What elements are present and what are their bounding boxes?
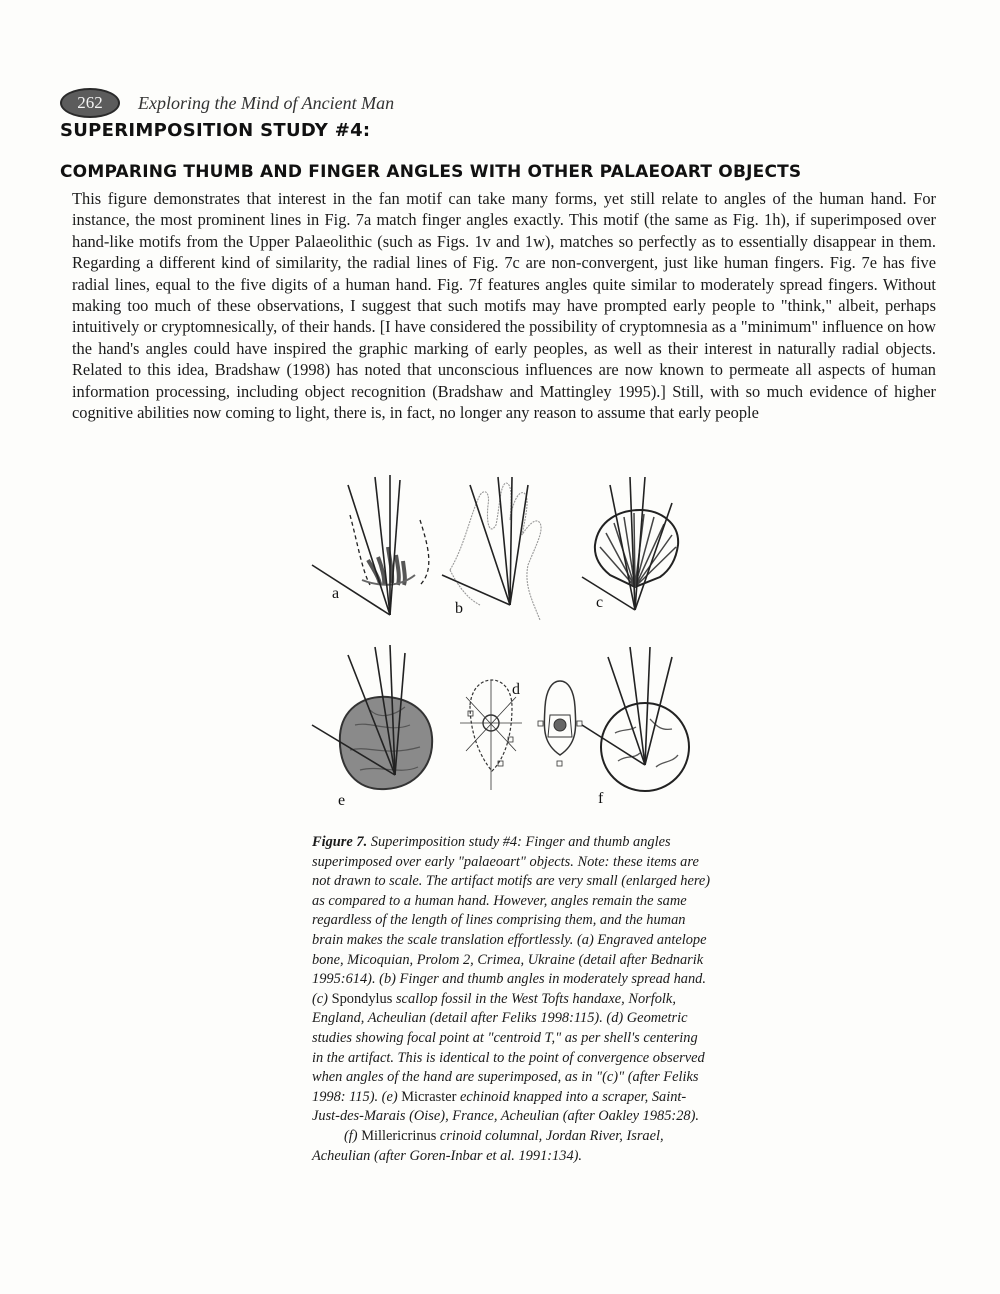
panel-c-scallop xyxy=(582,477,678,611)
caption-micraster: Micraster xyxy=(401,1088,457,1105)
body-paragraph: This figure demonstrates that interest in the fan motif can take many forms, yet still relate to angles of the human hand. For instance, the most prominent lines in Fig. 7a match finger angles exactly. This motif (the same as Fig. 1h), if superimposed over hand-like motifs from the Upper Palaeolithic (such as Figs. 1v and 1w), matches so perfectly as to essentially disappear in them. Regarding a different kind of similarity, the radial lines of Fig. 7c are non-convergent, just like human fingers. Fig. 7e has five radial lines, equal to the five digits of a human hand. Fig. 7f features angles quite similar to moderately spread fingers. Without making too much of these observations, I suggest that such motifs may have prompted early people to "think," albeit, perhaps intuitively or cryptomnesically, of their hands. [I have considered the possibility of cryptomnesia as a "minimum" influence on how the hand's angles could have inspired the graphic marking of early peoples, as well as their interest in naturally radial objects. Related to this idea, Bradshaw (1998) has noted that unconscious influences are now known to permeate all aspects of human information processing, including object recognition (Bradshaw and Mattingley 1995).] Still, with so much evidence of higher cognitive abilities now coming to light, there is, in fact, no longer any reason to assume that early people xyxy=(72,189,936,423)
page-header xyxy=(60,88,394,118)
panel-label-b: b xyxy=(455,600,463,617)
caption-spondylus: Spondylus xyxy=(331,990,393,1007)
panel-label-c: c xyxy=(596,594,604,611)
panel-label-d: d xyxy=(512,681,520,698)
figure-caption xyxy=(312,833,712,1166)
caption-part-4: crinoid columnal, Jordan River, Israel, Acheulian (after Goren-Inbar et al. 1991:134). xyxy=(312,1127,664,1164)
panel-label-e: e xyxy=(338,792,346,809)
section-title: SUPERIMPOSITION STUDY #4: xyxy=(60,120,371,141)
panel-a-engraved-bone xyxy=(312,475,429,615)
figure-7 xyxy=(300,475,700,820)
caption-f-marker: (f) xyxy=(344,1127,362,1144)
caption-label: Figure 7. xyxy=(312,834,368,850)
caption-item-f xyxy=(312,1127,712,1166)
panel-d-geometric-study xyxy=(460,680,582,790)
panel-e-echinoid xyxy=(312,645,432,809)
figure-7-drawing xyxy=(300,475,700,820)
caption-part-3: echinoid knapped into a scraper, Saint-Just-des-Marais (Oise), France, Acheulian (after Oakley 1985:28). xyxy=(312,1088,699,1125)
caption-millericrinus: Millericrinus xyxy=(361,1127,437,1144)
panel-label-a: a xyxy=(332,585,340,602)
caption-part-1: Superimposition study #4: Finger and thumb angles superimposed over early "palaeoart" objects. Note: these items are not drawn to scale. The artifact motifs are very small (enlarged here) as compared to a human hand. However, angles remain the same regardless of the length of lines comprising them, and the human brain makes the scale translation effortlessly. (a) Engraved antelope bone, Micoquian, Prolom 2, Crimea, Ukraine (detail after Bednarik 1995:614). (b) Finger and thumb angles in moderately spread hand. (c) xyxy=(312,834,711,1007)
page-number-badge: 262 xyxy=(60,88,120,118)
running-title: Exploring the Mind of Ancient Man xyxy=(138,92,395,113)
section-subtitle: COMPARING THUMB AND FINGER ANGLES WITH OTHER PALAEOART OBJECTS xyxy=(60,162,802,182)
panel-f-crinoid xyxy=(582,647,689,807)
caption-part-2: scallop fossil in the West Tofts handaxe, Norfolk, England, Acheulian (detail after Feliks 1998:115). (d) Geometric studies showing focal point at "centroid T," as per shell's centering in the artifact. This is identical to the point of convergence observed when angles of the hand are superimposed, as in "(c)" (after Feliks 1998: 115). (e) xyxy=(312,990,705,1105)
panel-label-f: f xyxy=(598,790,604,807)
panel-b-hand xyxy=(442,477,541,620)
